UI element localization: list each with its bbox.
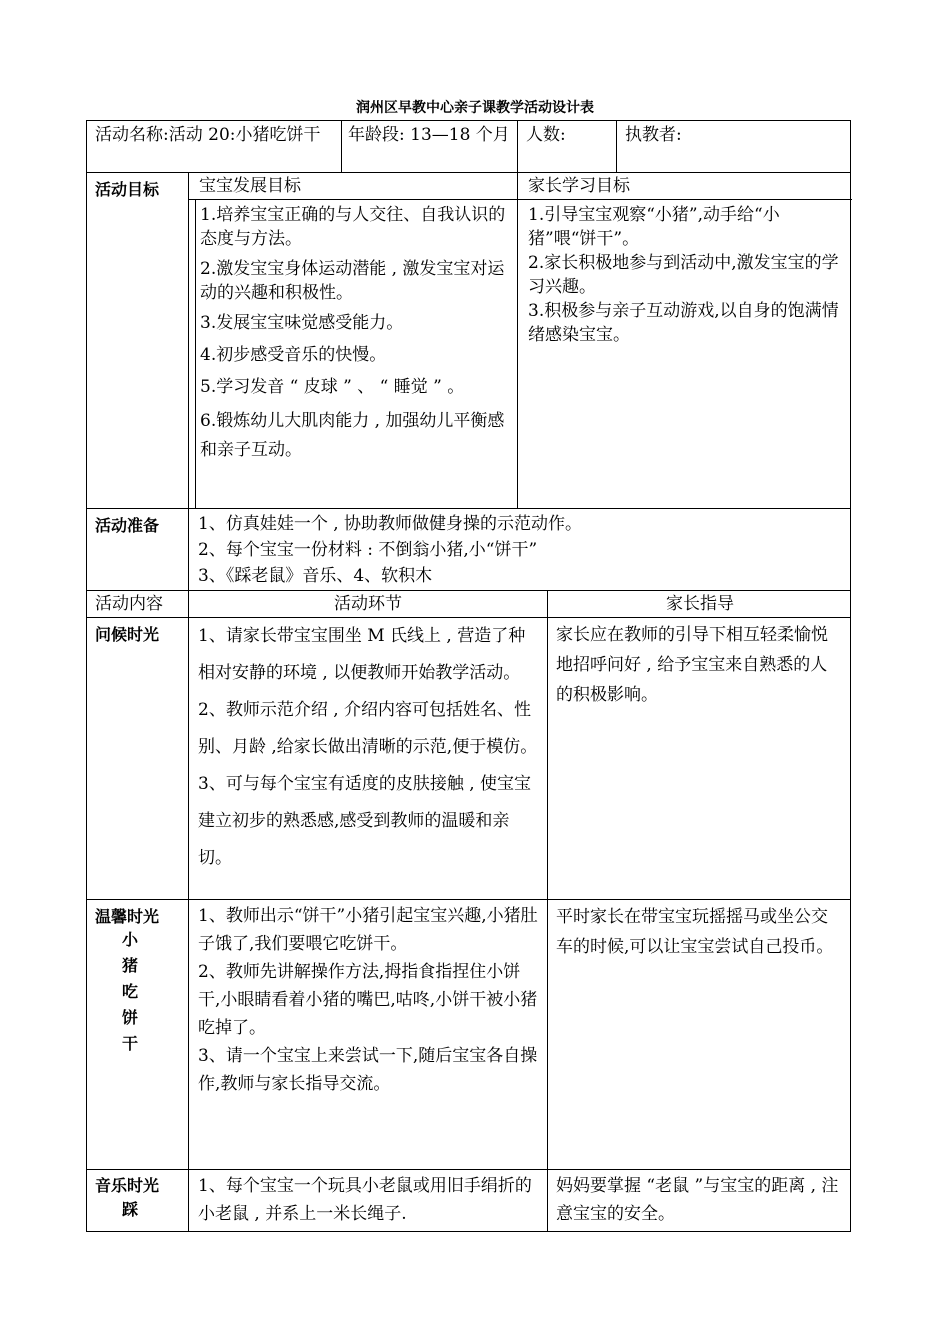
- baby-goal-item: 4.初步感受音乐的快慢。: [200, 345, 387, 365]
- section-activity-text: 1、请家长带宝宝围坐 M 氏线上 , 营造了种相对安静的环境 , 以便教师开始教学活动。2、教师示范介绍 , 介绍内容可包括姓名、性别、月龄 ,给家长做出清晰的示范,便于模仿。3、可与每个宝宝有适度的皮肤接触 , 使宝宝建立初步的熟悉感,感受到教师的温暖和亲切。: [198, 626, 538, 868]
- section-activity: [189, 618, 547, 899]
- prep-list: [189, 509, 852, 590]
- section-sublabel-line: 踩: [121, 1200, 138, 1219]
- parent-goal-item: 1.引导宝宝观察“小猪”,动手给“小猪”喂“饼干”。: [528, 205, 780, 249]
- section-label: [87, 1170, 188, 1231]
- baby-goal-item: 5.学习发音 “ 皮球 ” 、 “ 睡觉 ” 。: [200, 377, 465, 397]
- section-sublabel-line: 猪: [121, 956, 138, 975]
- people-count-cell: [518, 121, 616, 172]
- guide-col-header: [548, 591, 852, 617]
- section-sublabel-line: 吃: [121, 982, 138, 1001]
- section-guide: [548, 900, 852, 1169]
- section-guide-text: 平时家长在带宝宝玩摇摇马或坐公交车的时候,可以让宝宝尝试自己投币。: [556, 907, 834, 957]
- age-range-cell: [342, 121, 517, 172]
- baby-goals-list: [196, 201, 517, 508]
- section-activity: [189, 900, 547, 1169]
- baby-goal-item: 2.激发宝宝身体运动潜能 , 激发宝宝对运动的兴趣和积极性。: [200, 259, 505, 303]
- section-row-warm: [86, 899, 851, 1169]
- prep-label-text: 活动准备: [95, 516, 160, 535]
- parent-goals-heading: [518, 173, 852, 199]
- activity-step: 3、请一个宝宝上来尝试一下,随后宝宝各自操作,教师与家长指导交流。: [198, 1046, 538, 1094]
- activity-col-header: [189, 591, 547, 617]
- section-sublabel-line: 饼: [121, 1008, 138, 1027]
- activity-name-cell: [87, 121, 341, 172]
- goals-row: [86, 172, 851, 508]
- baby-goal-item: 6.锻炼幼儿大肌肉能力 , 加强幼儿平衡感和亲子互动。: [200, 411, 505, 460]
- section-guide-text: 家长应在教师的引导下相互轻柔愉悦地招呼问好 , 给予宝宝来自熟悉的人的积极影响。: [556, 625, 828, 705]
- section-label: [87, 900, 188, 1169]
- goals-label: [87, 173, 188, 508]
- goals-label-text: 活动目标: [95, 180, 160, 199]
- section-label-text: 音乐时光: [95, 1176, 160, 1195]
- section-activity-text: 1、每个宝宝一个玩具小老鼠或用旧手绢折的小老鼠 , 并系上一米长绳子.: [198, 1176, 532, 1224]
- section-guide-text: 妈妈要掌握 “老鼠 ”与宝宝的距离 , 注意宝宝的安全。: [556, 1176, 839, 1224]
- activity-design-table: [86, 120, 851, 1232]
- baby-goal-item: 1.培养宝宝正确的与人交往、自我认识的态度与方法。: [200, 205, 506, 249]
- parent-goal-item: 3.积极参与亲子互动游戏,以自身的饱满情绪感染宝宝。: [528, 301, 839, 345]
- section-label-text: 温馨时光: [95, 907, 160, 926]
- header-row: [86, 120, 851, 172]
- activity-col-header-text: 活动环节: [334, 594, 402, 614]
- baby-goals-heading-text: 宝宝发展目标: [199, 176, 301, 196]
- content-col-header-text: 活动内容: [95, 594, 163, 614]
- teacher: 执教者:: [625, 125, 682, 145]
- section-label-text: 问候时光: [95, 625, 160, 644]
- baby-goals-heading: [195, 173, 517, 199]
- section-sublabel-line: 干: [121, 1034, 138, 1053]
- parent-goals-heading-text: 家长学习目标: [528, 176, 630, 196]
- activity-name: 活动名称:活动 20:小猪吃饼干: [95, 125, 321, 145]
- section-activity: [189, 1170, 547, 1231]
- section-row-greeting: [86, 617, 851, 899]
- prep-item: 3、《踩老鼠》音乐、4、软积木: [198, 566, 433, 586]
- section-label: [87, 618, 188, 899]
- page-title: 润州区早教中心亲子课教学活动设计表: [356, 100, 594, 116]
- people-count: 人数:: [526, 125, 566, 145]
- prep-item: 2、每个宝宝一份材料 : 不倒翁小猪,小“饼干”: [198, 540, 538, 560]
- parent-goal-item: 2.家长积极地参与到活动中,激发宝宝的学习兴趣。: [528, 253, 839, 297]
- prep-row: [86, 508, 851, 590]
- content-header-row: [86, 590, 851, 617]
- activity-step: 2、教师先讲解操作方法,拇指食指捏住小饼干,小眼睛看着小猪的嘴巴,咕咚,小饼干被小猪吃掉了。: [198, 962, 538, 1038]
- section-row-music: [86, 1169, 851, 1232]
- section-guide: [548, 618, 852, 899]
- activity-step: 1、教师出示“饼干”小猪引起宝宝兴趣,小猪肚子饿了,我们要喂它吃饼干。: [198, 906, 538, 954]
- teacher-cell: [617, 121, 852, 172]
- parent-goals-list: [518, 201, 852, 508]
- section-guide: [548, 1170, 852, 1231]
- content-col-header: [87, 591, 188, 617]
- prep-label: [87, 509, 188, 590]
- baby-goal-item: 3.发展宝宝味觉感受能力。: [200, 313, 404, 333]
- age-range: 年龄段: 13—18 个月: [348, 125, 510, 145]
- guide-col-header-text: 家长指导: [666, 594, 734, 614]
- section-sublabel-line: 小: [121, 930, 138, 949]
- prep-item: 1、仿真娃娃一个 , 协助教师做健身操的示范动作。: [198, 514, 583, 534]
